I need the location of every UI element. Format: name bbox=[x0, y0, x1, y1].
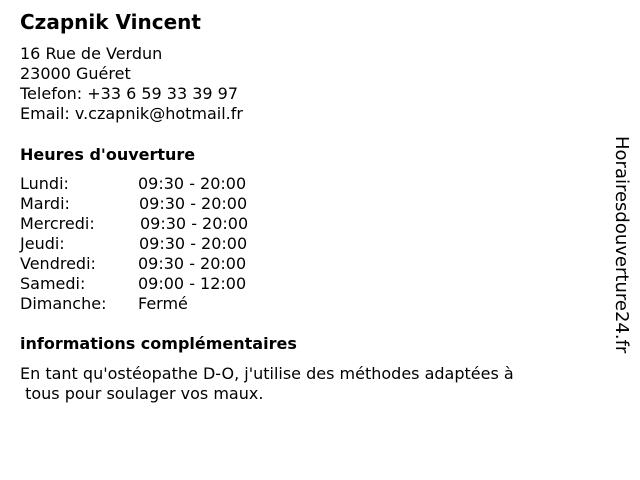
hours-row-tuesday bbox=[20, 194, 280, 214]
additional-info-text bbox=[20, 364, 580, 404]
phone-number: Telefon: +33 6 59 33 39 97 bbox=[20, 84, 239, 103]
day-label: Jeudi: bbox=[20, 234, 65, 253]
city-postal: 23000 Guéret bbox=[20, 64, 131, 83]
time-value: 09:00 - 12:00 bbox=[138, 274, 247, 293]
hours-row-saturday bbox=[20, 274, 280, 294]
hours-row-thursday bbox=[20, 234, 280, 254]
day-label: Mercredi: bbox=[20, 214, 95, 233]
hours-row-friday bbox=[20, 254, 280, 274]
day-label: Lundi: bbox=[20, 174, 69, 193]
email-address: Email: v.czapnik@hotmail.fr bbox=[20, 104, 243, 123]
time-value: 09:30 - 20:00 bbox=[139, 194, 248, 213]
contact-block bbox=[20, 44, 243, 124]
opening-hours-heading: Heures d'ouverture bbox=[20, 145, 196, 164]
site-watermark bbox=[610, 136, 634, 376]
time-value: 09:30 - 20:00 bbox=[139, 234, 248, 253]
day-label: Mardi: bbox=[20, 194, 70, 213]
business-name: Czapnik Vincent bbox=[20, 10, 201, 34]
time-value: 09:30 - 20:00 bbox=[140, 214, 249, 233]
opening-hours-table bbox=[20, 174, 280, 314]
time-value: 09:30 - 20:00 bbox=[138, 174, 247, 193]
watermark-text: Horairesdouverture24.fr bbox=[611, 136, 632, 354]
day-label: Dimanche: bbox=[20, 294, 107, 313]
hours-row-sunday bbox=[20, 294, 280, 314]
info-line: tous pour soulager vos maux. bbox=[20, 384, 264, 403]
street-address: 16 Rue de Verdun bbox=[20, 44, 163, 63]
additional-info-heading: informations complémentaires bbox=[20, 334, 297, 353]
time-value: Fermé bbox=[138, 294, 188, 313]
hours-row-wednesday bbox=[20, 214, 280, 234]
time-value: 09:30 - 20:00 bbox=[138, 254, 247, 273]
day-label: Samedi: bbox=[20, 274, 86, 293]
info-line: En tant qu'ostéopathe D-O, j'utilise des méthodes adaptées à bbox=[20, 364, 514, 383]
day-label: Vendredi: bbox=[20, 254, 96, 273]
hours-row-monday bbox=[20, 174, 280, 194]
